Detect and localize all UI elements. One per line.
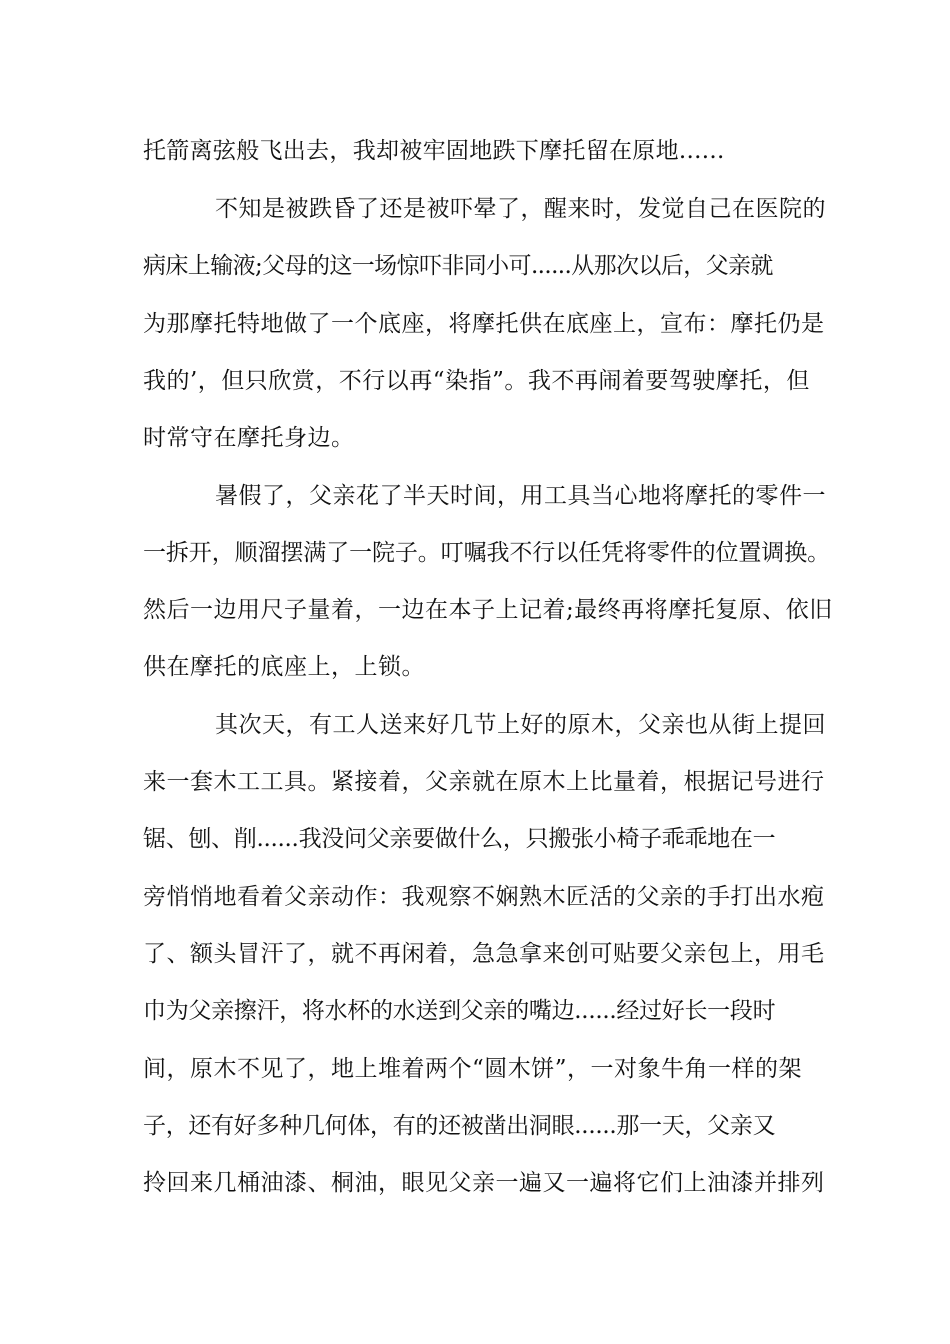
text-line: 病床上输液;父母的这一场惊吓非同小可......从那次以后，父亲就 [143,253,773,279]
text-line: 为那摩托特地做了一个底座，将摩托供在底座上，宣布：摩托仍是 [143,311,825,337]
text-line: 锯、刨、削......我没问父亲要做什么，只搬张小椅子乖乖地在一 [143,826,776,852]
text-line: 不知是被跌昏了还是被吓晕了，醒来时，发觉自己在医院的 [215,196,826,222]
text-line: 供在摩托的底座上，上锁。 [143,654,425,680]
text-line: 托箭离弦般飞出去，我却被牢固地跌下摩托留在原地...... [143,138,725,164]
text-line: 巾为父亲擦汗，将水杯的水送到父亲的嘴边......经过好长一段时 [143,998,776,1024]
text-line: 时常守在摩托身边。 [143,425,355,451]
text-line: 其次天，有工人送来好几节上好的原木，父亲也从街上提回 [215,712,826,738]
text-line: 旁悄悄地看着父亲动作：我观察不娴熟木匠活的父亲的手打出水疱 [143,884,825,910]
text-line: 来一套木工工具。紧接着，父亲就在原木上比量着，根据记号进行 [143,769,825,795]
text-line: 然后一边用尺子量着，一边在本子上记着;最终再将摩托复原、依旧 [143,597,833,623]
text-line: 了、额头冒汗了，就不再闲着，急急拿来创可贴要父亲包上，用毛 [143,941,825,967]
text-line: 子，还有好多种几何体，有的还被凿出洞眼......那一天，父亲又 [143,1113,776,1139]
text-line: 间，原木不见了，地上堆着两个“圆木饼”，一对象牛角一样的架 [143,1056,803,1082]
text-line: 一拆开，顺溜摆满了一院子。叮嘱我不行以任凭将零件的位置调换。 [143,540,831,566]
text-line: 暑假了，父亲花了半天时间，用工具当心地将摩托的零件一 [215,483,826,509]
text-line: 拎回来几桶油漆、桐油，眼见父亲一遍又一遍将它们上油漆并排列 [143,1170,825,1196]
text-line: 我的’，但只欣赏，不行以再“染指”。我不再闹着要驾驶摩托，但 [143,368,810,394]
